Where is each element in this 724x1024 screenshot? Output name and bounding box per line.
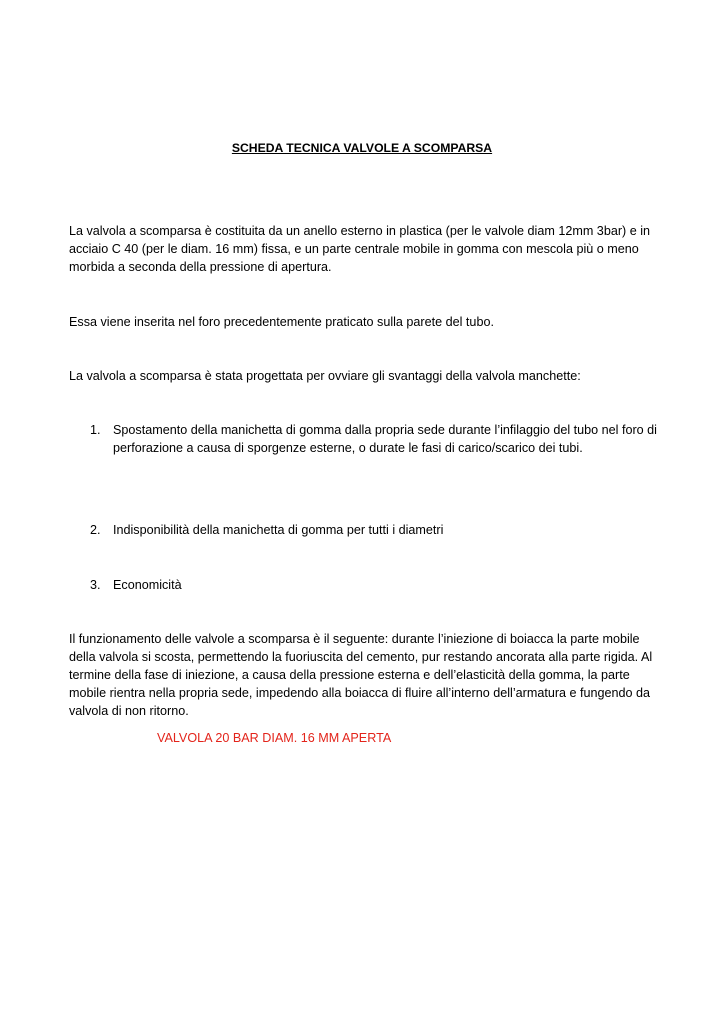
list-item-3: [90, 576, 660, 594]
document-title: SCHEDA TECNICA VALVOLE A SCOMPARSA: [231, 141, 493, 155]
intro-paragraph: La valvola a scomparsa è costituita da un anello esterno in plastica (per le valvole diam 12mm 3bar) e in acciaio C 40 (per le diam. 16 mm) fissa, e un parte centrale mobile in gomma con mescola più o meno morbida a seconda della pressione di apertura.: [69, 224, 651, 274]
list-text: Economicità: [113, 578, 182, 592]
list-number: 2.: [90, 523, 101, 537]
purpose-paragraph: La valvola a scomparsa è stata progettata per ovviare gli svantaggi della valvola manchette:: [69, 369, 581, 383]
list-number: 1.: [90, 423, 101, 437]
list-number: 3.: [90, 578, 101, 592]
valve-caption: VALVOLA 20 BAR DIAM. 16 MM APERTA: [157, 731, 392, 745]
list-text: Spostamento della manichetta di gomma dalla propria sede durante l’infilaggio del tubo nel foro di perforazione a causa di sporgenze esterne, o durate le fasi di carico/scarico dei tubi.: [113, 423, 657, 455]
list-text: Indisponibilità della manichetta di gomma per tutti i diametri: [113, 523, 444, 537]
insertion-paragraph: Essa viene inserita nel foro precedentemente praticato sulla parete del tubo.: [69, 315, 494, 329]
list-item-2: [90, 521, 660, 539]
operation-paragraph: Il funzionamento delle valvole a scomparsa è il seguente: durante l’iniezione di boiacca la parte mobile della valvola si scosta, permettendo la fuoriuscita del cemento, pur restando ancorata alla parte rigida. Al termine della fase di iniezione, a causa della pressione esterna e dell’elasticità della gomma, la parte mobile rientra nella propria sede, impedendo alla boiacca di fluire all’interno dell’armatura e fungendo da valvola di non ritorno.: [69, 632, 653, 718]
list-item-1: [90, 421, 660, 457]
